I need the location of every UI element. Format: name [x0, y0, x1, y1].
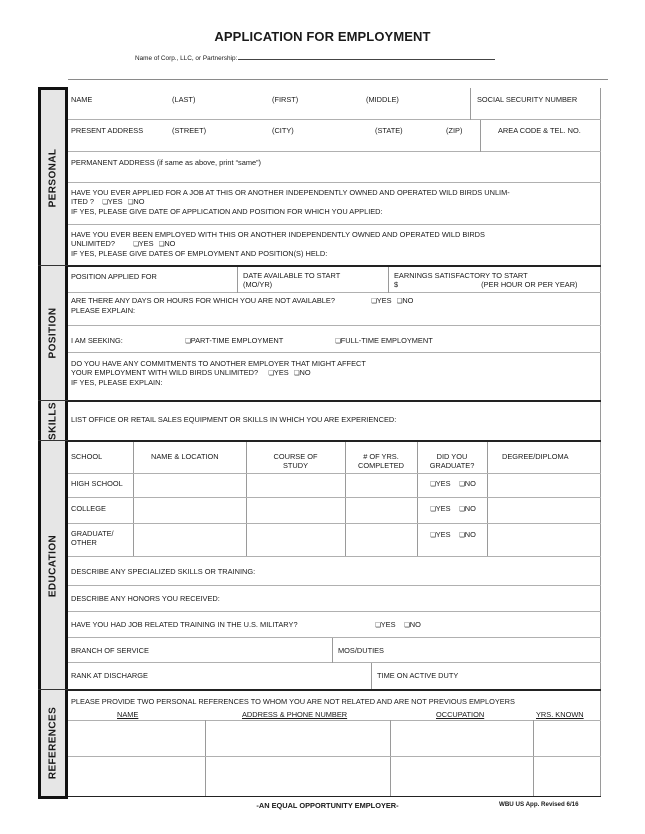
state-label: (STATE) — [375, 126, 403, 135]
earnings-label: EARNINGS SATISFACTORY TO START — [394, 271, 528, 280]
section-label-skills: SKILLS — [47, 402, 59, 440]
present-address-row[interactable] — [68, 120, 601, 152]
education-row-graduate[interactable] — [68, 524, 601, 557]
header-rule — [68, 79, 608, 80]
revision-label: WBU US App. Revised 6/16 — [499, 801, 579, 808]
section-tab-references — [38, 690, 68, 799]
checkbox-icon: ❏ — [185, 337, 191, 345]
reference-row-1[interactable] — [68, 720, 601, 757]
column-divider — [237, 267, 238, 293]
corp-name-line[interactable] — [238, 54, 495, 60]
name-first-label: (FIRST) — [272, 95, 299, 104]
corp-name-label: Name of Corp., LLC, or Partnership: — [135, 55, 238, 62]
checkbox-icon: ❏ — [375, 621, 381, 629]
employed-yes-checkbox[interactable]: ❏YES — [133, 239, 154, 249]
employed-no-checkbox[interactable]: ❏NO — [158, 239, 176, 249]
applied-no-checkbox[interactable]: ❏NO — [127, 197, 145, 207]
branch-label: BRANCH OF SERVICE — [71, 646, 149, 655]
reference-row-2[interactable] — [68, 757, 601, 796]
form-bottom-rule — [68, 796, 601, 797]
graduated-no-checkbox[interactable]: ❏NO — [459, 530, 476, 539]
honors-label: DESCRIBE ANY HONORS YOU RECEIVED: — [71, 594, 220, 603]
graduated-no-checkbox[interactable]: ❏NO — [459, 479, 476, 488]
city-label: (CITY) — [272, 126, 294, 135]
military-row — [68, 612, 601, 638]
mos-label: MOS/DUTIES — [338, 646, 384, 655]
checkbox-icon: ❏ — [430, 480, 436, 488]
commitments-yes-checkbox[interactable]: ❏YES — [268, 368, 289, 378]
name-row[interactable] — [68, 88, 601, 120]
branch-row[interactable] — [68, 638, 601, 663]
availability-question: ARE THERE ANY DAYS OR HOURS FOR WHICH YOU ARE NOT AVAILABLE? — [71, 296, 335, 305]
commitments-no-checkbox[interactable]: ❏NO — [293, 368, 311, 378]
graduated-yes-checkbox[interactable]: ❏YES — [430, 479, 451, 488]
employed-before-question-cont: UNLIMITED? — [71, 239, 115, 249]
applied-before-row — [68, 183, 601, 225]
seeking-row — [68, 326, 601, 353]
column-divider — [332, 638, 333, 663]
graduated-yes-checkbox[interactable]: ❏YES — [430, 504, 451, 513]
military-yes-checkbox[interactable]: ❏YES — [375, 620, 396, 629]
section-label-position: POSITION — [47, 307, 59, 359]
course-header-cont: STUDY — [282, 461, 309, 471]
availability-no-checkbox[interactable]: ❏NO — [396, 296, 414, 305]
school-type: HIGH SCHOOL — [71, 479, 123, 488]
reference-col-address: ADDRESS & PHONE NUMBER — [242, 710, 348, 719]
section-tab-skills — [38, 401, 68, 441]
degree-header: DEGREE/DIPLOMA — [502, 452, 569, 461]
commitments-row — [68, 353, 601, 400]
applied-before-question: HAVE YOU EVER APPLIED FOR A JOB AT THIS OR ANOTHER INDEPENDENTLY OWNED AND OPERATED WILD BIRDS UNLIM- — [71, 188, 510, 197]
checkbox-icon: ❏ — [430, 531, 436, 539]
honors-row[interactable] — [68, 586, 601, 612]
course-header: COURSE OF — [273, 452, 318, 461]
school-type: COLLEGE — [71, 504, 106, 513]
column-divider — [371, 663, 372, 689]
section-label-personal: PERSONAL — [47, 148, 59, 208]
full-time-checkbox[interactable]: ❏FULL-TIME EMPLOYMENT — [335, 336, 433, 345]
checkbox-icon: ❏ — [133, 240, 139, 249]
date-available-label: DATE AVAILABLE TO START — [243, 271, 341, 280]
graduated-no-checkbox[interactable]: ❏NO — [459, 504, 476, 513]
graduated-yes-checkbox[interactable]: ❏YES — [430, 530, 451, 539]
commitments-explain-label: IF YES, PLEASE EXPLAIN: — [71, 378, 163, 388]
column-divider — [470, 88, 471, 120]
applied-before-followup: IF YES, PLEASE GIVE DATE OF APPLICATION AND POSITION FOR WHICH YOU APPLIED: — [71, 207, 383, 217]
position-applied-label: POSITION APPLIED FOR — [71, 272, 157, 281]
reference-col-years: YRS. KNOWN — [536, 710, 584, 719]
earnings-unit-label: (PER HOUR OR PER YEAR) — [481, 280, 578, 290]
graduate-header-cont: GRADUATE? — [429, 461, 475, 471]
reference-col-occupation: OCCUPATION — [436, 710, 485, 719]
section-label-references: REFERENCES — [47, 706, 59, 780]
applied-yes-checkbox[interactable]: ❏YES — [102, 197, 123, 207]
checkbox-icon: ❏ — [371, 297, 377, 305]
school-type: GRADUATE/ — [71, 529, 114, 538]
ssn-label: SOCIAL SECURITY NUMBER — [477, 95, 578, 104]
school-type-cont: OTHER — [71, 538, 97, 548]
education-section — [68, 442, 601, 689]
corp-name-field[interactable] — [135, 54, 495, 62]
availability-explain-label: PLEASE EXPLAIN: — [71, 306, 136, 316]
rank-label: RANK AT DISCHARGE — [71, 671, 148, 680]
active-duty-label: TIME ON ACTIVE DUTY — [377, 671, 459, 680]
graduate-header: DID YOU — [436, 452, 468, 461]
permanent-address-row[interactable] — [68, 152, 601, 183]
section-label-education: EDUCATION — [47, 534, 59, 597]
specialized-skills-row[interactable] — [68, 557, 601, 586]
phone-label: AREA CODE & TEL. NO. — [498, 126, 581, 135]
street-label: (STREET) — [172, 126, 207, 135]
checkbox-icon: ❏ — [335, 337, 341, 345]
commitments-question: DO YOU HAVE ANY COMMITMENTS TO ANOTHER EMPLOYER THAT MIGHT AFFECT — [71, 359, 366, 368]
name-last-label: (LAST) — [172, 95, 196, 104]
checkbox-icon: ❏ — [459, 480, 465, 488]
column-divider — [388, 267, 389, 293]
skills-section[interactable] — [68, 402, 601, 440]
skills-prompt: LIST OFFICE OR RETAIL SALES EQUIPMENT OR SKILLS IN WHICH YOU ARE EXPERIENCED: — [71, 415, 397, 424]
section-tab-position — [38, 266, 68, 400]
reference-col-name: NAME — [117, 710, 139, 719]
checkbox-icon: ❏ — [293, 369, 300, 378]
checkbox-icon: ❏ — [459, 505, 465, 513]
section-tab-education — [38, 441, 68, 690]
years-header: # OF YRS. — [363, 452, 399, 461]
availability-row — [68, 293, 601, 326]
name-label: NAME — [71, 95, 93, 104]
checkbox-icon: ❏ — [430, 505, 436, 513]
rank-row[interactable] — [68, 663, 601, 689]
personal-section — [68, 88, 601, 266]
present-address-label: PRESENT ADDRESS — [71, 126, 144, 135]
column-divider — [480, 120, 481, 152]
employed-before-row — [68, 225, 601, 266]
currency-label: $ — [394, 280, 399, 290]
checkbox-icon: ❏ — [459, 531, 465, 539]
employed-before-question: HAVE YOU EVER BEEN EMPLOYED WITH THIS OR ANOTHER INDEPENDENTLY OWNED AND OPERATED WILD BIRDS — [71, 230, 485, 239]
school-header: SCHOOL — [71, 452, 103, 461]
commitments-question-cont: YOUR EMPLOYMENT WITH WILD BIRDS UNLIMITED? — [71, 368, 259, 378]
equal-opportunity-footer: -AN EQUAL OPPORTUNITY EMPLOYER- — [256, 801, 399, 810]
section-tab-personal — [38, 87, 68, 266]
education-header-row — [68, 442, 601, 474]
applied-before-question-cont: ITED ? — [71, 197, 94, 207]
name-location-header: NAME & LOCATION — [151, 452, 219, 461]
specialized-skills-label: DESCRIBE ANY SPECIALIZED SKILLS OR TRAINING: — [71, 567, 256, 576]
checkbox-icon: ❏ — [268, 369, 274, 378]
references-prompt: PLEASE PROVIDE TWO PERSONAL REFERENCES TO WHOM YOU ARE NOT RELATED AND ARE NOT PREVIOUS EMPLOYERS — [71, 697, 515, 706]
name-middle-label: (MIDDLE) — [366, 95, 399, 104]
years-header-cont: COMPLETED — [358, 461, 404, 471]
employed-before-followup: IF YES, PLEASE GIVE DATES OF EMPLOYMENT AND POSITION(S) HELD: — [71, 249, 328, 259]
checkbox-icon: ❏ — [396, 297, 403, 305]
military-no-checkbox[interactable]: ❏NO — [404, 620, 421, 629]
availability-yes-checkbox[interactable]: ❏YES — [371, 296, 392, 305]
references-section — [68, 691, 601, 796]
seeking-label: I AM SEEKING: — [71, 336, 123, 345]
checkbox-icon: ❏ — [404, 621, 410, 629]
position-row[interactable] — [68, 267, 601, 293]
education-row-high-school[interactable] — [68, 474, 601, 498]
position-section — [68, 267, 601, 400]
document-title: APPLICATION FOR EMPLOYMENT — [214, 29, 431, 44]
checkbox-icon: ❏ — [102, 198, 108, 207]
military-question: HAVE YOU HAD JOB RELATED TRAINING IN THE U.S. MILITARY? — [71, 620, 298, 629]
permanent-address-label: PERMANENT ADDRESS (if same as above, print “same”) — [71, 158, 262, 167]
checkbox-icon: ❏ — [158, 240, 165, 249]
education-row-college[interactable] — [68, 498, 601, 524]
date-format-label: (MO/YR) — [243, 280, 273, 290]
part-time-checkbox[interactable]: ❏PART-TIME EMPLOYMENT — [185, 336, 284, 345]
zip-label: (ZIP) — [446, 126, 463, 135]
checkbox-icon: ❏ — [127, 198, 134, 207]
